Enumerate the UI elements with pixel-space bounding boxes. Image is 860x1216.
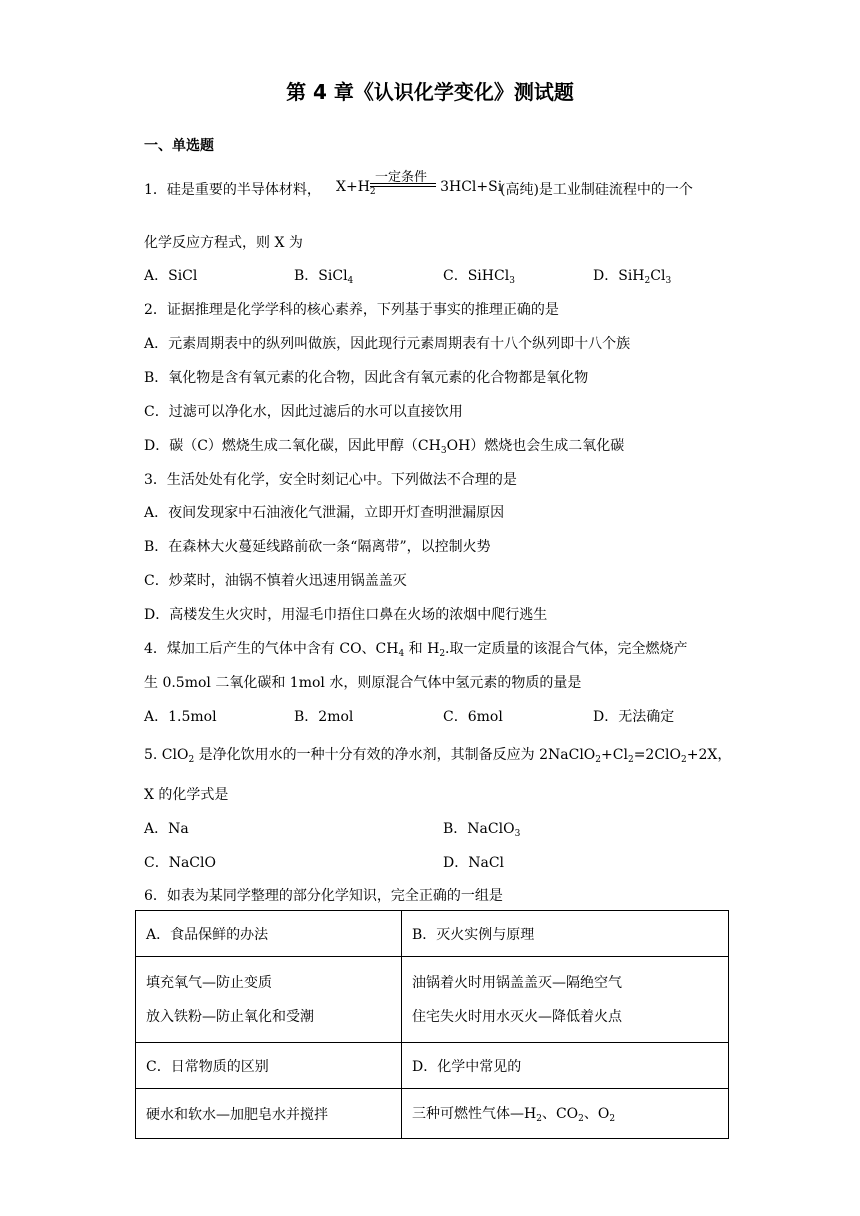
q2-option-b[interactable]: B．氧化物是含有氧元素的化合物，因此含有氧元素的化合物都是氧化物 <box>144 370 589 386</box>
subscript: 2 <box>536 1114 542 1124</box>
table-cell-d-head: D．化学中常见的 <box>402 1043 729 1089</box>
table-cell-a-body <box>136 957 402 1043</box>
knowledge-table <box>135 910 729 1139</box>
question-3-stem: 3．生活处处有化学，安全时刻记心中。下列做法不合理的是 <box>144 472 517 488</box>
subscript: 4 <box>398 649 405 659</box>
subscript: 2 <box>595 755 602 765</box>
q5-option-c[interactable]: C．NaClO <box>144 855 216 871</box>
option-text: OH）燃烧也会生成二氧化碳 <box>446 438 625 454</box>
equals-sign-top <box>370 183 436 184</box>
q5-option-a[interactable]: A．Na <box>144 821 189 837</box>
q2-option-d[interactable] <box>144 435 624 456</box>
q3-option-c[interactable]: C．炒菜时，油锅不慎着火迅速用锅盖盖灭 <box>144 573 407 589</box>
table-cell-b-body <box>402 957 729 1043</box>
q1-option-c[interactable] <box>443 265 515 286</box>
subscript: 3 <box>440 446 447 456</box>
question-1-lead <box>144 179 321 199</box>
table-cell-a-head: A．食品保鲜的办法 <box>136 911 402 957</box>
question-5-line-2: X 的化学式是 <box>144 787 229 803</box>
table-cell-c-head: C．日常物质的区别 <box>136 1043 402 1089</box>
question-1-line-2: 化学反应方程式，则 X 为 <box>144 235 303 251</box>
subscript: 2 <box>439 649 446 659</box>
table-cell-d-body <box>402 1089 729 1139</box>
question-6-stem: 6．如表为某同学整理的部分化学知识，完全正确的一组是 <box>144 888 503 904</box>
q3-option-b[interactable]: B．在森林大火蔓延线路前砍一条“隔离带”，以控制火势 <box>144 539 491 555</box>
table-cell-line: 住宅失火时用水灭火—降低着火点 <box>412 1008 622 1025</box>
page-title: 第 4 章《认识化学变化》测试题 <box>286 80 574 104</box>
q5-option-b[interactable] <box>443 818 520 839</box>
question-1-text: 1．硅是重要的半导体材料， <box>144 182 321 198</box>
subscript: 2 <box>188 755 195 765</box>
cell-text: 、CO <box>541 1106 579 1122</box>
equation-right: 3HCl+Si <box>440 179 503 195</box>
subscript: 3 <box>665 276 672 286</box>
question-text: 和 H <box>404 641 440 657</box>
question-text: =2ClO <box>633 747 681 763</box>
subscript: 3 <box>509 276 515 286</box>
table-row <box>136 1043 729 1089</box>
table-row <box>136 1089 729 1139</box>
subscript: 2 <box>681 755 687 765</box>
section-heading: 一、单选题 <box>144 138 214 154</box>
subscript: 2 <box>609 1114 616 1124</box>
cell-text: 三种可燃性气体—H <box>412 1106 537 1122</box>
subscript: 2 <box>644 276 651 286</box>
table-cell-c-body: 硬水和软水—加肥皂水并搅拌 <box>136 1089 402 1139</box>
q4-option-d[interactable]: D．无法确定 <box>593 709 675 725</box>
table-row <box>136 911 729 957</box>
question-text: 是净化饮用水的一种十分有效的净水剂，其制备反应为 2NaClO <box>194 747 596 763</box>
q4-option-a[interactable]: A．1.5mol <box>144 709 217 725</box>
q2-option-c[interactable]: C．过滤可以净化水，因此过滤后的水可以直接饮用 <box>144 404 463 420</box>
subscript: 4 <box>347 276 354 286</box>
q4-option-c[interactable]: C．6mol <box>443 709 503 725</box>
question-1-tail: (高纯)是工业制硅流程中的一个 <box>500 182 693 198</box>
table-cell-line: 放入铁粉—防止氧化和受潮 <box>146 1008 314 1025</box>
q1-option-a[interactable]: A．SiCl <box>144 268 198 284</box>
subscript: 2 <box>578 1114 584 1124</box>
subscript: 2 <box>627 755 634 765</box>
q4-option-b[interactable]: B．2mol <box>294 709 354 725</box>
question-text: +2X， <box>686 747 732 763</box>
table-cell-line: 填充氧气—防止变质 <box>146 974 272 991</box>
option-text: Cl <box>650 268 666 284</box>
equation-left: X+H <box>336 179 370 195</box>
q5-option-d[interactable]: D．NaCl <box>443 855 505 871</box>
q2-option-a[interactable]: A．元素周期表中的纵列叫做族，因此现行元素周期表有十八个纵列即十八个族 <box>144 336 631 352</box>
option-text: B．NaClO <box>443 821 515 837</box>
question-text: 4．煤加工后产生的气体中含有 CO、CH <box>144 641 399 657</box>
option-text: D．SiH <box>593 268 645 284</box>
option-text: B．SiCl <box>294 268 348 284</box>
option-text: C．SiHCl <box>443 268 510 284</box>
table-cell-line: 油锅着火时用锅盖盖灭—隔绝空气 <box>412 974 622 991</box>
equals-sign-bottom <box>370 186 436 187</box>
question-5-line-1 <box>144 744 731 765</box>
table-row <box>136 957 729 1043</box>
question-2-stem: 2．证据推理是化学学科的核心素养，下列基于事实的推理正确的是 <box>144 302 559 318</box>
equation-subscript: 2 <box>369 187 376 197</box>
q1-option-b[interactable] <box>294 265 353 286</box>
reaction-condition: 一定条件 <box>375 170 428 185</box>
table-cell-b-head: B．灭火实例与原理 <box>402 911 729 957</box>
q1-option-d[interactable] <box>593 265 671 286</box>
question-text: .取一定质量的该混合气体，完全燃烧产 <box>445 641 688 657</box>
subscript: 3 <box>514 829 521 839</box>
question-text: 5. ClO <box>144 747 189 763</box>
cell-text: 、O <box>583 1106 610 1122</box>
q3-option-d[interactable]: D．高楼发生火灾时，用湿毛巾捂住口鼻在火场的浓烟中爬行逃生 <box>144 607 548 623</box>
question-text: +Cl <box>601 747 628 763</box>
question-4-line-1 <box>144 638 688 659</box>
option-text: D．碳（C）燃烧生成二氧化碳，因此甲醇（CH <box>144 438 441 454</box>
question-4-line-2: 生 0.5mol 二氧化碳和 1mol 水，则原混合气体中氢元素的物质的量是 <box>144 675 582 691</box>
q3-option-a[interactable]: A．夜间发现家中石油液化气泄漏，立即开灯查明泄漏原因 <box>144 505 505 521</box>
